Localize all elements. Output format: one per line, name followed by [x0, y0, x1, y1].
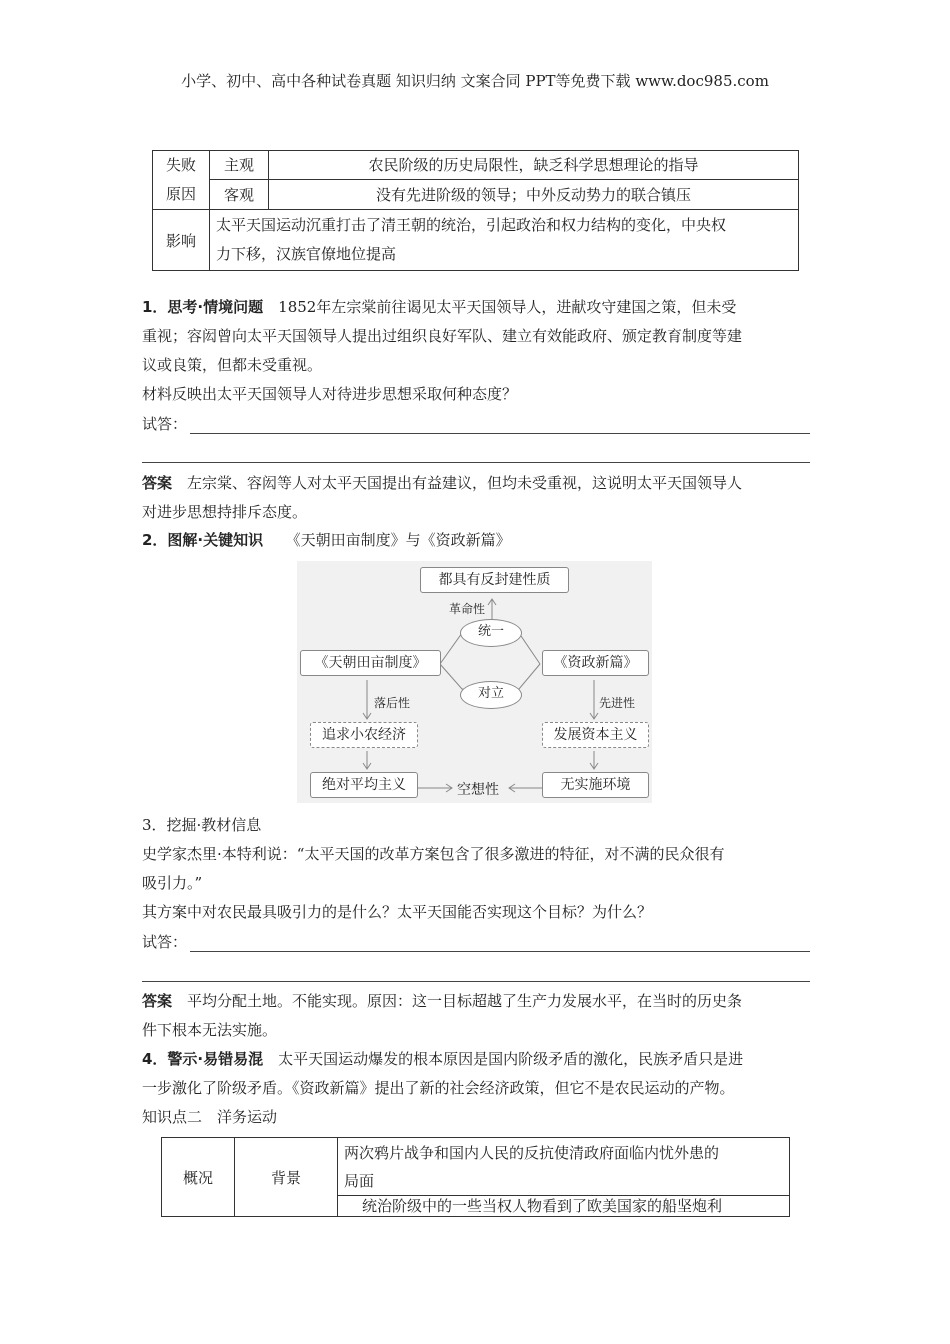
label-backward: 落后性: [374, 696, 411, 710]
q3-line: 吸引力。”: [142, 874, 203, 892]
q4-line: 4．警示·易错易混 太平天国运动爆发的根本原因是国内阶级矛盾的激化，民族矛盾只是进: [142, 1050, 744, 1068]
label-advanced: 先进性: [599, 696, 636, 710]
comparison-diagram: [297, 561, 652, 803]
subjective-cell: 主观: [210, 151, 269, 180]
label-utopian: 空想性: [457, 782, 499, 798]
section-heading: 知识点二 洋务运动: [142, 1108, 278, 1126]
q3-try-label: 试答：: [142, 933, 188, 951]
failure-table: [152, 150, 799, 271]
node-small-peasant: 追求小农经济: [310, 722, 418, 748]
node-egalitarianism: 绝对平均主义: [310, 772, 418, 798]
q3-answer: 答案 平均分配土地。不能实现。原因：这一目标超越了生产力发展水平，在当时的历史条: [142, 992, 743, 1010]
node-anti-feudal: 都具有反封建性质: [420, 567, 569, 593]
node-capitalism: 发展资本主义: [542, 722, 649, 748]
background-cell: 背景: [235, 1138, 338, 1217]
westernization-table: [161, 1137, 790, 1217]
q1-line: 1．思考·情境问题 1852年左宗棠前往谒见太平天国领导人，进献攻守建国之策，但未受: [142, 298, 737, 316]
q3-line: 史学家杰里·本特利说：“太平天国的改革方案包含了很多激进的特征，对不满的民众很有: [142, 845, 725, 863]
node-unity: 统一: [460, 619, 522, 647]
overview-cell: 概况: [162, 1138, 235, 1217]
background-text: 两次鸦片战争和国内人民的反抗使清政府面临内忧外患的 局面: [338, 1138, 790, 1196]
answer-input-line[interactable]: [190, 433, 810, 434]
node-opposition: 对立: [460, 681, 522, 709]
q1-line: 议或良策，但都未受重视。: [142, 356, 323, 374]
node-tianchao: 《天朝田亩制度》: [300, 650, 441, 676]
q3-answer: 件下根本无法实施。: [142, 1021, 278, 1039]
page-header: 小学、初中、高中各种试卷真题 知识归纳 文案合同 PPT等免费下载 www.doc985.com: [181, 72, 769, 90]
q2-heading: 2．图解·关键知识 《天朝田亩制度》与《资政新篇》: [142, 531, 511, 549]
answer-input-line[interactable]: [190, 951, 810, 952]
q3-question: 其方案中对农民最具吸引力的是什么？太平天国能否实现这个目标？为什么？: [142, 903, 653, 921]
q1-answer: 答案 左宗棠、容闳等人对太平天国提出有益建议，但均未受重视，这说明太平天国领导人: [142, 474, 743, 492]
q1-answer: 对进步思想持排斥态度。: [142, 503, 308, 521]
objective-cell: 客观: [210, 179, 269, 209]
failure-cell: 失败 原因: [153, 151, 210, 210]
answer-input-line[interactable]: [142, 981, 810, 982]
objective-text: 没有先进阶级的领导；中外反动势力的联合镇压: [269, 179, 799, 209]
q1-try-label: 试答：: [142, 415, 188, 433]
subjective-text: 农民阶级的历史局限性，缺乏科学思想理论的指导: [269, 151, 799, 180]
answer-input-line[interactable]: [142, 462, 810, 463]
node-zizheng: 《资政新篇》: [542, 650, 649, 676]
node-no-environment: 无实施环境: [542, 772, 649, 798]
q3-heading: 3．挖掘·教材信息: [142, 816, 262, 834]
q1-line: 重视；容闳曾向太平天国领导人提出过组织良好军队、建立有效能政府、颁定教育制度等建: [142, 327, 743, 345]
label-revolutionary: 革命性: [449, 602, 486, 616]
impact-text: 太平天国运动沉重打击了清王朝的统治，引起政治和权力结构的变化，中央权 力下移，汉族官僚地位提高: [210, 210, 799, 271]
q4-line: 一步激化了阶级矛盾。《资政新篇》提出了新的社会经济政策，但它不是农民运动的产物。: [142, 1079, 735, 1097]
impact-cell: 影响: [153, 210, 210, 271]
q1-question: 材料反映出太平天国领导人对待进步思想采取何种态度？: [142, 385, 518, 403]
background-text-2: 统治阶级中的一些当权人物看到了欧美国家的船坚炮利: [338, 1196, 790, 1217]
